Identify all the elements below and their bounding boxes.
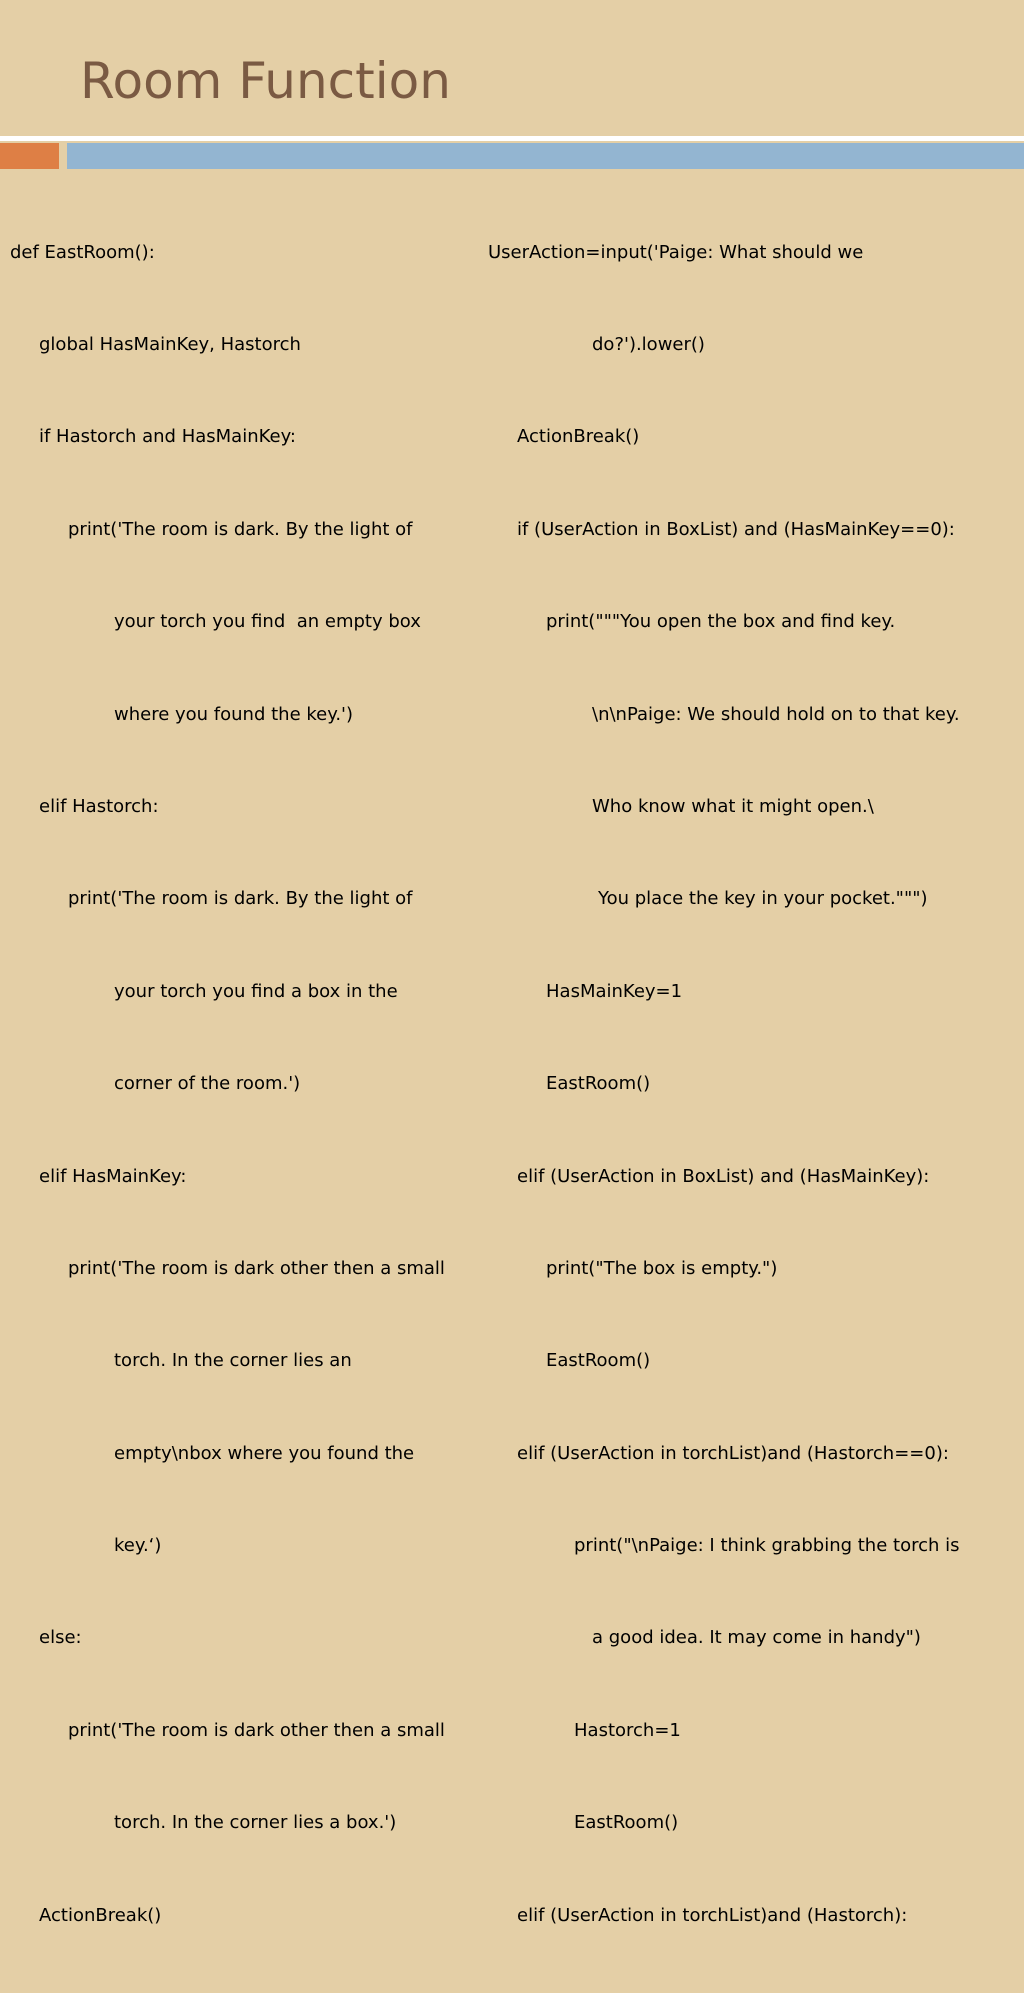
code-line: print('The room is dark. By the light of xyxy=(68,518,413,540)
code-line: else: xyxy=(39,1627,82,1649)
code-line: if (UserAction in BoxList) and (HasMainKey==0): xyxy=(517,518,955,540)
code-line: HasMainKey=1 xyxy=(546,980,683,1002)
code-line: a good idea. It may come in handy") xyxy=(592,1627,921,1649)
accent-bar-blue xyxy=(67,143,1024,169)
code-line: your torch you find a box in the xyxy=(114,980,398,1002)
code-line: key.‘) xyxy=(114,1535,162,1557)
code-line: print("The box is empty.") xyxy=(546,1257,778,1279)
code-line: EastRoom() xyxy=(546,1073,651,1095)
code-line: EastRoom() xyxy=(546,1350,651,1372)
code-line: print('The room is dark. By the light of xyxy=(68,888,413,910)
code-line: print('The room is dark other then a small xyxy=(68,1719,445,1741)
code-line: elif Hastorch: xyxy=(39,795,159,817)
code-line: elif (UserAction in torchList)and (Hastorch): xyxy=(517,1904,908,1926)
title-divider-line xyxy=(0,136,1024,141)
code-line: corner of the room.') xyxy=(114,1073,301,1095)
code-line: UserAction=input('Paige: What should we xyxy=(488,241,864,263)
code-line: do?').lower() xyxy=(592,333,705,355)
code-line: your torch you find an empty box xyxy=(114,611,421,633)
accent-bar-orange xyxy=(0,143,59,169)
code-line: torch. In the corner lies an xyxy=(114,1350,352,1372)
code-line: print("\nPaige: I think grabbing the torch is xyxy=(574,1535,960,1557)
code-line: torch. In the corner lies a box.') xyxy=(114,1812,397,1834)
code-line: empty\nbox where you found the xyxy=(114,1442,415,1464)
code-column-left xyxy=(10,176,488,1993)
code-line: EastRoom() xyxy=(574,1812,679,1834)
code-line: Who know what it might open.\ xyxy=(592,795,874,817)
code-line: elif (UserAction in BoxList) and (HasMainKey): xyxy=(517,1165,930,1187)
code-line: ActionBreak() xyxy=(517,426,640,448)
code-line: elif HasMainKey: xyxy=(39,1165,187,1187)
code-line: ActionBreak() xyxy=(39,1904,162,1926)
code-line: print('The room is dark other then a small xyxy=(68,1257,445,1279)
code-line: elif (UserAction in torchList)and (Hastorch==0): xyxy=(517,1442,949,1464)
code-line: if Hastorch and HasMainKey: xyxy=(39,426,296,448)
code-line: Hastorch=1 xyxy=(574,1719,681,1741)
code-column-right xyxy=(488,176,1018,1993)
code-line: You place the key in your pocket.""") xyxy=(598,888,928,910)
slide-title: Room Function xyxy=(80,52,451,110)
code-line: print("""You open the box and find key. xyxy=(546,611,896,633)
code-line: global HasMainKey, Hastorch xyxy=(39,333,301,355)
code-line: where you found the key.') xyxy=(114,703,354,725)
code-line: def EastRoom(): xyxy=(10,241,155,263)
code-line: \n\nPaige: We should hold on to that key. xyxy=(592,703,960,725)
